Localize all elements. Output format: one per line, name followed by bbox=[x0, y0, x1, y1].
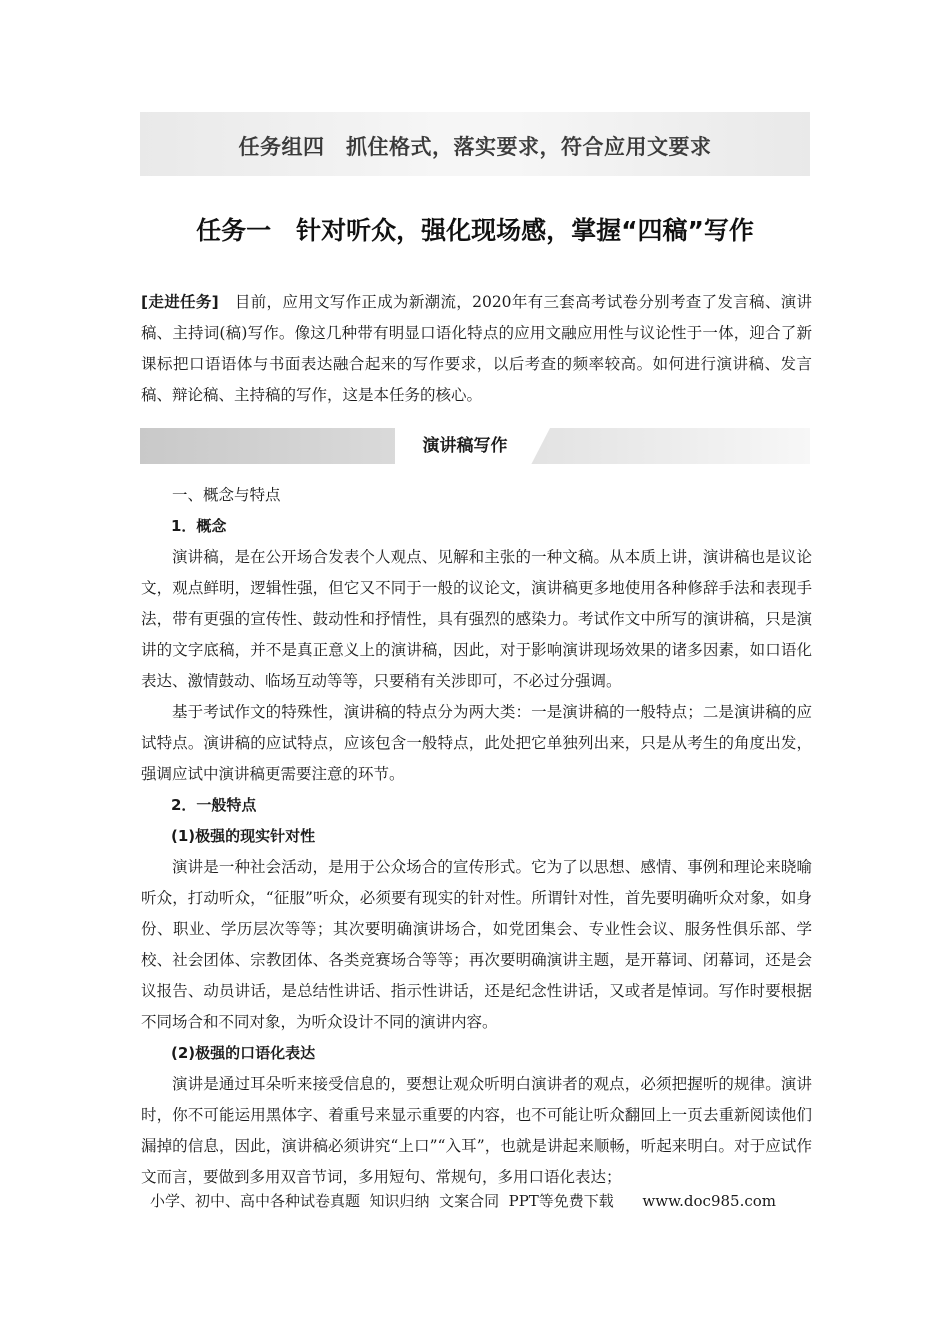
group-title: 任务组四 抓住格式，落实要求，符合应用文要求 bbox=[238, 135, 712, 159]
paragraph-concept-definition: 演讲稿，是在公开场合发表个人观点、见解和主张的一种文稿。从本质上讲，演讲稿也是议论文，观点鲜明，逻辑性强，但它又不同于一般的议论文，演讲稿更多地使用各种修辞手法和表现手法，带有更强的宣传性、鼓动性和抒情性，具有强烈的感染力。考试作文中所写的演讲稿，只是演讲的文字底稿，并不是真正意义上的演讲稿，因此，对于影响演讲现场效果的诸多因素，如口语化表达、激情鼓动、临场互动等等，只要稍有关涉即可，不必过分强调。 bbox=[141, 548, 812, 690]
intro-paragraph bbox=[141, 287, 812, 411]
heading-concepts-features: 一、概念与特点 bbox=[172, 486, 281, 504]
paragraph-relevance: 演讲是一种社会活动，是用于公众场合的宣传形式。它为了以思想、感情、事例和理论来晓喻听众，打动听众，“征服”听众，必须要有现实的针对性。所谓针对性，首先要明确听众对象，如身份、职业、学历层次等等；其次要明确演讲场合，如党团集会、专业性会议、服务性俱乐部、学校、社会团体、宗教团体、各类竞赛场合等等；再次要明确演讲主题，是开幕词、闭幕词，还是会议报告、动员讲话，是总结性讲话、指示性讲话，还是纪念性讲话，又或者是悼词。写作时要根据不同场合和不同对象，为听众设计不同的演讲内容。 bbox=[141, 858, 812, 1031]
task-title: 任务一 针对听众，强化现场感，掌握“四稿”写作 bbox=[196, 216, 754, 245]
intro-label: [走进任务] bbox=[141, 293, 219, 311]
paragraph-feature-categories: 基于考试作文的特殊性，演讲稿的特点分为两大类：一是演讲稿的一般特点；二是演讲稿的应试特点。演讲稿的应试特点，应该包含一般特点，此处把它单独列出来，只是从考生的角度出发，强调应试中演讲稿更需要注意的环节。 bbox=[141, 703, 812, 783]
heading-concept: 1．概念 bbox=[171, 517, 227, 535]
paragraph-colloquial: 演讲是通过耳朵听来接受信息的，要想让观众听明白演讲者的观点，必须把握听的规律。演讲时，你不可能运用黑体字、着重号来显示重要的内容，也不可能让听众翻回上一页去重新阅读他们漏掉的信息，因此，演讲稿必须讲究“上口”“入耳”，也就是讲起来顺畅，听起来明白。对于应试作文而言，要做到多用双音节词，多用短句、常规句，多用口语化表达； bbox=[141, 1075, 812, 1186]
footer-text: 小学、初中、高中各种试卷真题 知识归纳 文案合同 PPT等免费下载 www.doc985.com bbox=[150, 1192, 777, 1210]
intro-text: 目前，应用文写作正成为新潮流，2020年有三套高考试卷分别考查了发言稿、演讲稿、主持词(稿)写作。像这几种带有明显口语化特点的应用文融应用性与议论性于一体，迎合了新课标把口语语体与书面表达融合起来的写作要求，以后考查的频率较高。如何进行演讲稿、发言稿、辩论稿、主持稿的写作，这是本任务的核心。 bbox=[141, 293, 813, 404]
heading-general-features: 2．一般特点 bbox=[171, 796, 257, 814]
body-content bbox=[141, 480, 812, 1193]
heading-colloquial: (2)极强的口语化表达 bbox=[171, 1044, 316, 1062]
section-title: 演讲稿写作 bbox=[422, 436, 508, 456]
heading-relevance: (1)极强的现实针对性 bbox=[171, 827, 316, 845]
